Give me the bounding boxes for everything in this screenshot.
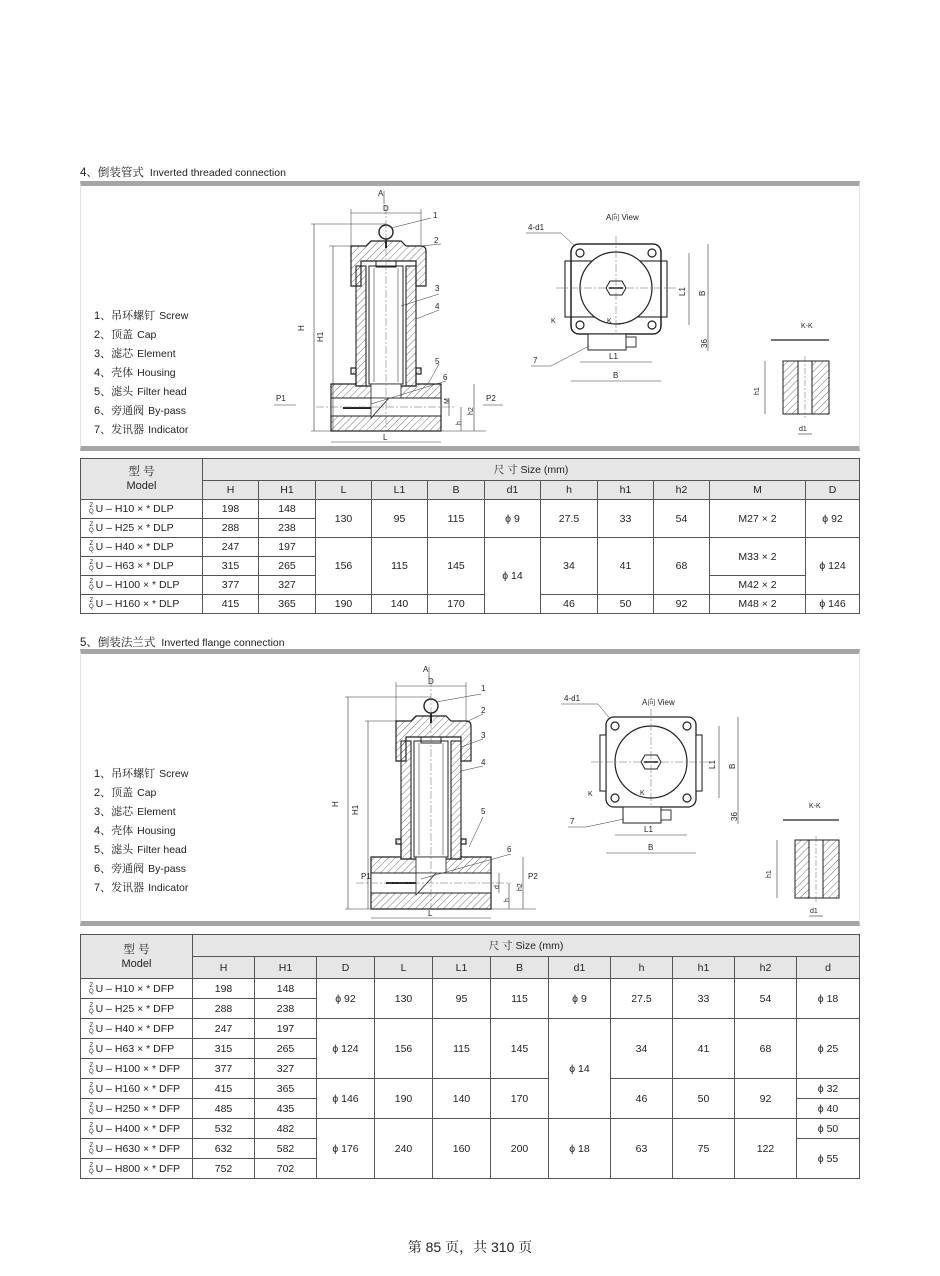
table-cell: 377 [203,576,259,595]
hole-label: 4-d1 [528,223,545,232]
drawing-label: 4 [481,758,486,767]
table-cell: 327 [259,576,316,595]
section-5-spec-table [80,934,860,1179]
table-cell: 702 [255,1159,317,1179]
table-cell: M33 × 2 [710,538,806,576]
section-4-kk-drawing [741,316,859,446]
drawing-label: 5 [435,357,440,366]
table-cell: 247 [203,538,259,557]
table-cell: 46 [611,1079,673,1119]
table-cell: 632 [193,1139,255,1159]
legend-item: 4、壳体 Housing [94,367,176,379]
drawing-label: 4 [435,302,440,311]
drawing-label: 6 [443,373,448,382]
drawing-label: A [423,665,429,674]
drawing-label: 4-d1 [564,694,581,703]
table-cell: 170 [428,595,485,614]
drawing-label: H [331,801,340,807]
section-5-title [80,634,285,650]
dim-label-L: L [383,433,388,442]
column-header: L [316,481,372,500]
table-row [81,500,860,519]
table-cell: 115 [491,979,549,1019]
table-cell: 54 [735,979,797,1019]
table-cell: 122 [735,1119,797,1179]
drawing-label: B [648,843,654,852]
drawing-label: P2 [528,872,538,881]
column-header: L1 [433,957,491,979]
table-row [81,595,860,614]
drawing-label: K [588,791,593,798]
table-cell: 34 [611,1019,673,1079]
port-label-P2: P2 [486,394,496,403]
table-cell: 377 [193,1059,255,1079]
table-row [81,1119,860,1139]
dim-label-M: M [444,398,451,404]
table-cell: ϕ 9 [485,500,541,538]
model-cell: Z Q U – H630 × * DFP [81,1139,193,1159]
table-cell: ϕ 124 [317,1019,375,1079]
model-header: 型 号 Model [81,935,193,979]
table-cell: ϕ 50 [797,1119,860,1139]
column-header: h1 [673,957,735,979]
table-cell: 130 [316,500,372,538]
dim-label-H: H [297,325,306,331]
table-cell: ϕ 146 [806,595,860,614]
model-cell: Z Q U – H10 × * DFP [81,979,193,999]
model-cell: Z Q U – H63 × * DFP [81,1039,193,1059]
drawing-label: h1 [766,870,773,878]
model-cell: Z Q U – H400 × * DFP [81,1119,193,1139]
column-header: B [491,957,549,979]
table-cell: 288 [203,519,259,538]
table-cell: 115 [433,1019,491,1079]
table-cell: 27.5 [611,979,673,1019]
table-cell: ϕ 124 [806,538,860,595]
table-cell: ϕ 18 [549,1119,611,1179]
legend-item: 2、顶盖 Cap [94,329,157,341]
section-5-kk-drawing [741,794,859,924]
column-header: h1 [598,481,654,500]
table-cell: 288 [193,999,255,1019]
legend-item: 6、旁通阀 By-pass [94,405,187,417]
column-header: B [428,481,485,500]
column-header: h2 [654,481,710,500]
drawing-label: L1 [708,760,717,769]
table-cell: 145 [491,1019,549,1079]
table-cell: 92 [735,1079,797,1119]
table-row [81,1019,860,1039]
legend-item: 7、发讯器 Indicator [94,882,189,894]
drawing-label: 36 [700,339,709,348]
table-cell: 33 [598,500,654,538]
column-header: h [541,481,598,500]
table-cell: 115 [372,538,428,595]
table-cell: 95 [433,979,491,1019]
table-cell: 63 [611,1119,673,1179]
table-cell: ϕ 14 [485,538,541,614]
legend-item: 7、发讯器 Indicator [94,424,189,436]
drawing-label: 6 [507,845,512,854]
drawing-label: 2 [481,706,486,715]
section-5-drawing-panel [80,649,860,926]
drawing-label: d1 [810,908,818,915]
column-header: L1 [372,481,428,500]
legend-item: 5、滤头 Filter head [94,386,187,398]
section-5-title-en: Inverted flange connection [161,637,285,649]
table-cell: ϕ 9 [549,979,611,1019]
section-4-parts-legend [94,307,188,440]
table-cell: 365 [259,595,316,614]
legend-item: 4、壳体 Housing [94,825,176,837]
column-header: H [203,481,259,500]
table-cell: 198 [203,500,259,519]
table-cell: ϕ 40 [797,1099,860,1119]
drawing-label: P1 [361,872,371,881]
table-cell: 197 [255,1019,317,1039]
table-cell: 315 [203,557,259,576]
dim-label-h2: h2 [468,407,475,415]
table-cell: ϕ 14 [549,1019,611,1119]
model-cell: Z Q U – H25 × * DFP [81,999,193,1019]
table-cell: 238 [255,999,317,1019]
table-cell: 198 [193,979,255,999]
drawing-label: L1 [644,825,653,834]
port-label-P1: P1 [276,394,286,403]
drawing-label: L [428,909,433,918]
table-cell: 148 [255,979,317,999]
table-cell: 240 [375,1119,433,1179]
size-header: 尺 寸 Size (mm) [193,935,860,957]
drawing-label: h2 [517,883,524,891]
column-header: D [806,481,860,500]
table-cell: 156 [375,1019,433,1079]
table-cell: 485 [193,1099,255,1119]
model-cell: Z Q U – H160 × * DLP [81,595,203,614]
section-mark-K: K [607,318,612,325]
table-cell: 247 [193,1019,255,1039]
table-row [81,538,860,557]
view-label: A向 View [606,213,639,222]
drawing-label: 3 [435,284,440,293]
drawing-label: H1 [351,804,360,815]
drawing-label: 7 [533,356,538,365]
table-cell: 238 [259,519,316,538]
table-cell: 33 [673,979,735,1019]
drawing-label: K-K [809,803,821,810]
drawing-label: A向 View [642,698,675,707]
table-cell: 130 [375,979,433,1019]
table-cell: 140 [433,1079,491,1119]
drawing-label: D [428,677,434,686]
drawing-label: 1 [433,211,438,220]
drawing-label: d1 [799,426,807,433]
legend-item: 6、旁通阀 By-pass [94,863,187,875]
table-cell: 34 [541,538,598,595]
column-header: d1 [485,481,541,500]
model-cell: Z Q U – H40 × * DLP [81,538,203,557]
section-mark-K: K [551,318,556,325]
section-4-front-view-drawing [271,186,521,451]
page-number-footer: 第 85 页，共 310 页 [407,1239,533,1255]
column-header: L [375,957,433,979]
table-cell: 148 [259,500,316,519]
column-header: M [710,481,806,500]
kk-label: K-K [801,323,813,330]
drawing-label: 2 [434,236,439,245]
table-row [81,979,860,999]
table-cell: 170 [491,1079,549,1119]
model-cell: Z Q U – H160 × * DFP [81,1079,193,1099]
dim-label-A: A [378,189,384,198]
table-cell: 46 [541,595,598,614]
section-4-title-en: Inverted threaded connection [149,167,286,179]
section-4-spec-table [80,458,860,614]
column-header: h2 [735,957,797,979]
table-cell: 54 [654,500,710,538]
legend-item: 3、滤芯 Element [94,806,176,818]
table-cell: 115 [428,500,485,538]
section-4-title [80,164,286,180]
table-cell: 160 [433,1119,491,1179]
drawing-label: d [494,885,501,889]
drawing-label: L1 [609,352,618,361]
legend-item: 3、滤芯 Element [94,348,176,360]
table-cell: 752 [193,1159,255,1179]
column-header: H [193,957,255,979]
section-5-title-cn: 5、倒装法兰式 [80,637,156,649]
column-header: H1 [255,957,317,979]
table-cell: ϕ 92 [806,500,860,538]
model-cell: Z Q U – H10 × * DLP [81,500,203,519]
table-cell: ϕ 146 [317,1079,375,1119]
table-cell: 92 [654,595,710,614]
legend-item: 1、吊环螺钉 Screw [94,768,189,780]
table-cell: ϕ 55 [797,1139,860,1179]
section-5-top-view-drawing [556,689,766,869]
table-cell: 532 [193,1119,255,1139]
column-header: d [797,957,860,979]
section-4-top-view-drawing [521,206,731,386]
drawing-label: h1 [754,387,761,395]
model-cell: Z Q U – H40 × * DFP [81,1019,193,1039]
dim-label-h: h [456,421,463,425]
table-cell: 50 [673,1079,735,1119]
section-5-parts-legend [94,765,188,898]
size-header: 尺 寸 Size (mm) [203,459,860,481]
table-cell: 68 [735,1019,797,1079]
legend-item: 2、顶盖 Cap [94,787,157,799]
drawing-label: 5 [481,807,486,816]
table-cell: 156 [316,538,372,595]
drawing-label: B [728,763,737,769]
drawing-label: 3 [481,731,486,740]
dim-label-D: D [383,204,389,213]
table-cell: M27 × 2 [710,500,806,538]
table-cell: M48 × 2 [710,595,806,614]
table-cell: 197 [259,538,316,557]
table-row [81,1079,860,1099]
table-cell: ϕ 25 [797,1019,860,1079]
table-cell: 27.5 [541,500,598,538]
table-cell: ϕ 32 [797,1079,860,1099]
table-cell: 315 [193,1039,255,1059]
table-cell: ϕ 176 [317,1119,375,1179]
table-cell: 265 [259,557,316,576]
model-cell: Z Q U – H25 × * DLP [81,519,203,538]
drawing-label: L1 [678,287,687,296]
drawing-label: h [504,898,511,902]
table-cell: 140 [372,595,428,614]
table-cell: 190 [375,1079,433,1119]
drawing-label: K [640,790,645,797]
table-cell: 41 [598,538,654,595]
table-cell: 365 [255,1079,317,1099]
table-cell: 265 [255,1039,317,1059]
drawing-label: 36 [730,812,739,821]
table-cell: 200 [491,1119,549,1179]
section-5-front-view-drawing [311,659,571,927]
table-cell: 435 [255,1099,317,1119]
table-cell: 95 [372,500,428,538]
table-cell: ϕ 18 [797,979,860,1019]
model-cell: Z Q U – H100 × * DFP [81,1059,193,1079]
table-cell: 68 [654,538,710,595]
column-header: h [611,957,673,979]
table-cell: M42 × 2 [710,576,806,595]
model-header: 型 号 Model [81,459,203,500]
section-4-title-cn: 4、倒装管式 [80,167,144,179]
drawing-label: 1 [481,684,486,693]
model-cell: Z Q U – H800 × * DFP [81,1159,193,1179]
drawing-label: B [698,290,707,296]
drawing-label: B [613,371,619,380]
table-cell: 327 [255,1059,317,1079]
table-cell: 50 [598,595,654,614]
table-cell: 415 [203,595,259,614]
dim-label-H1: H1 [316,331,325,342]
table-cell: 482 [255,1119,317,1139]
table-cell: 75 [673,1119,735,1179]
model-cell: Z Q U – H100 × * DLP [81,576,203,595]
drawing-label: 7 [570,817,575,826]
section-4-drawing-panel [80,181,860,451]
table-cell: 582 [255,1139,317,1159]
column-header: d1 [549,957,611,979]
legend-item: 5、滤头 Filter head [94,844,187,856]
column-header: D [317,957,375,979]
table-cell: 145 [428,538,485,595]
column-header: H1 [259,481,316,500]
table-cell: 415 [193,1079,255,1099]
table-cell: 190 [316,595,372,614]
table-cell: ϕ 92 [317,979,375,1019]
table-cell: 41 [673,1019,735,1079]
legend-item: 1、吊环螺钉 Screw [94,310,189,322]
model-cell: Z Q U – H63 × * DLP [81,557,203,576]
model-cell: Z Q U – H250 × * DFP [81,1099,193,1119]
